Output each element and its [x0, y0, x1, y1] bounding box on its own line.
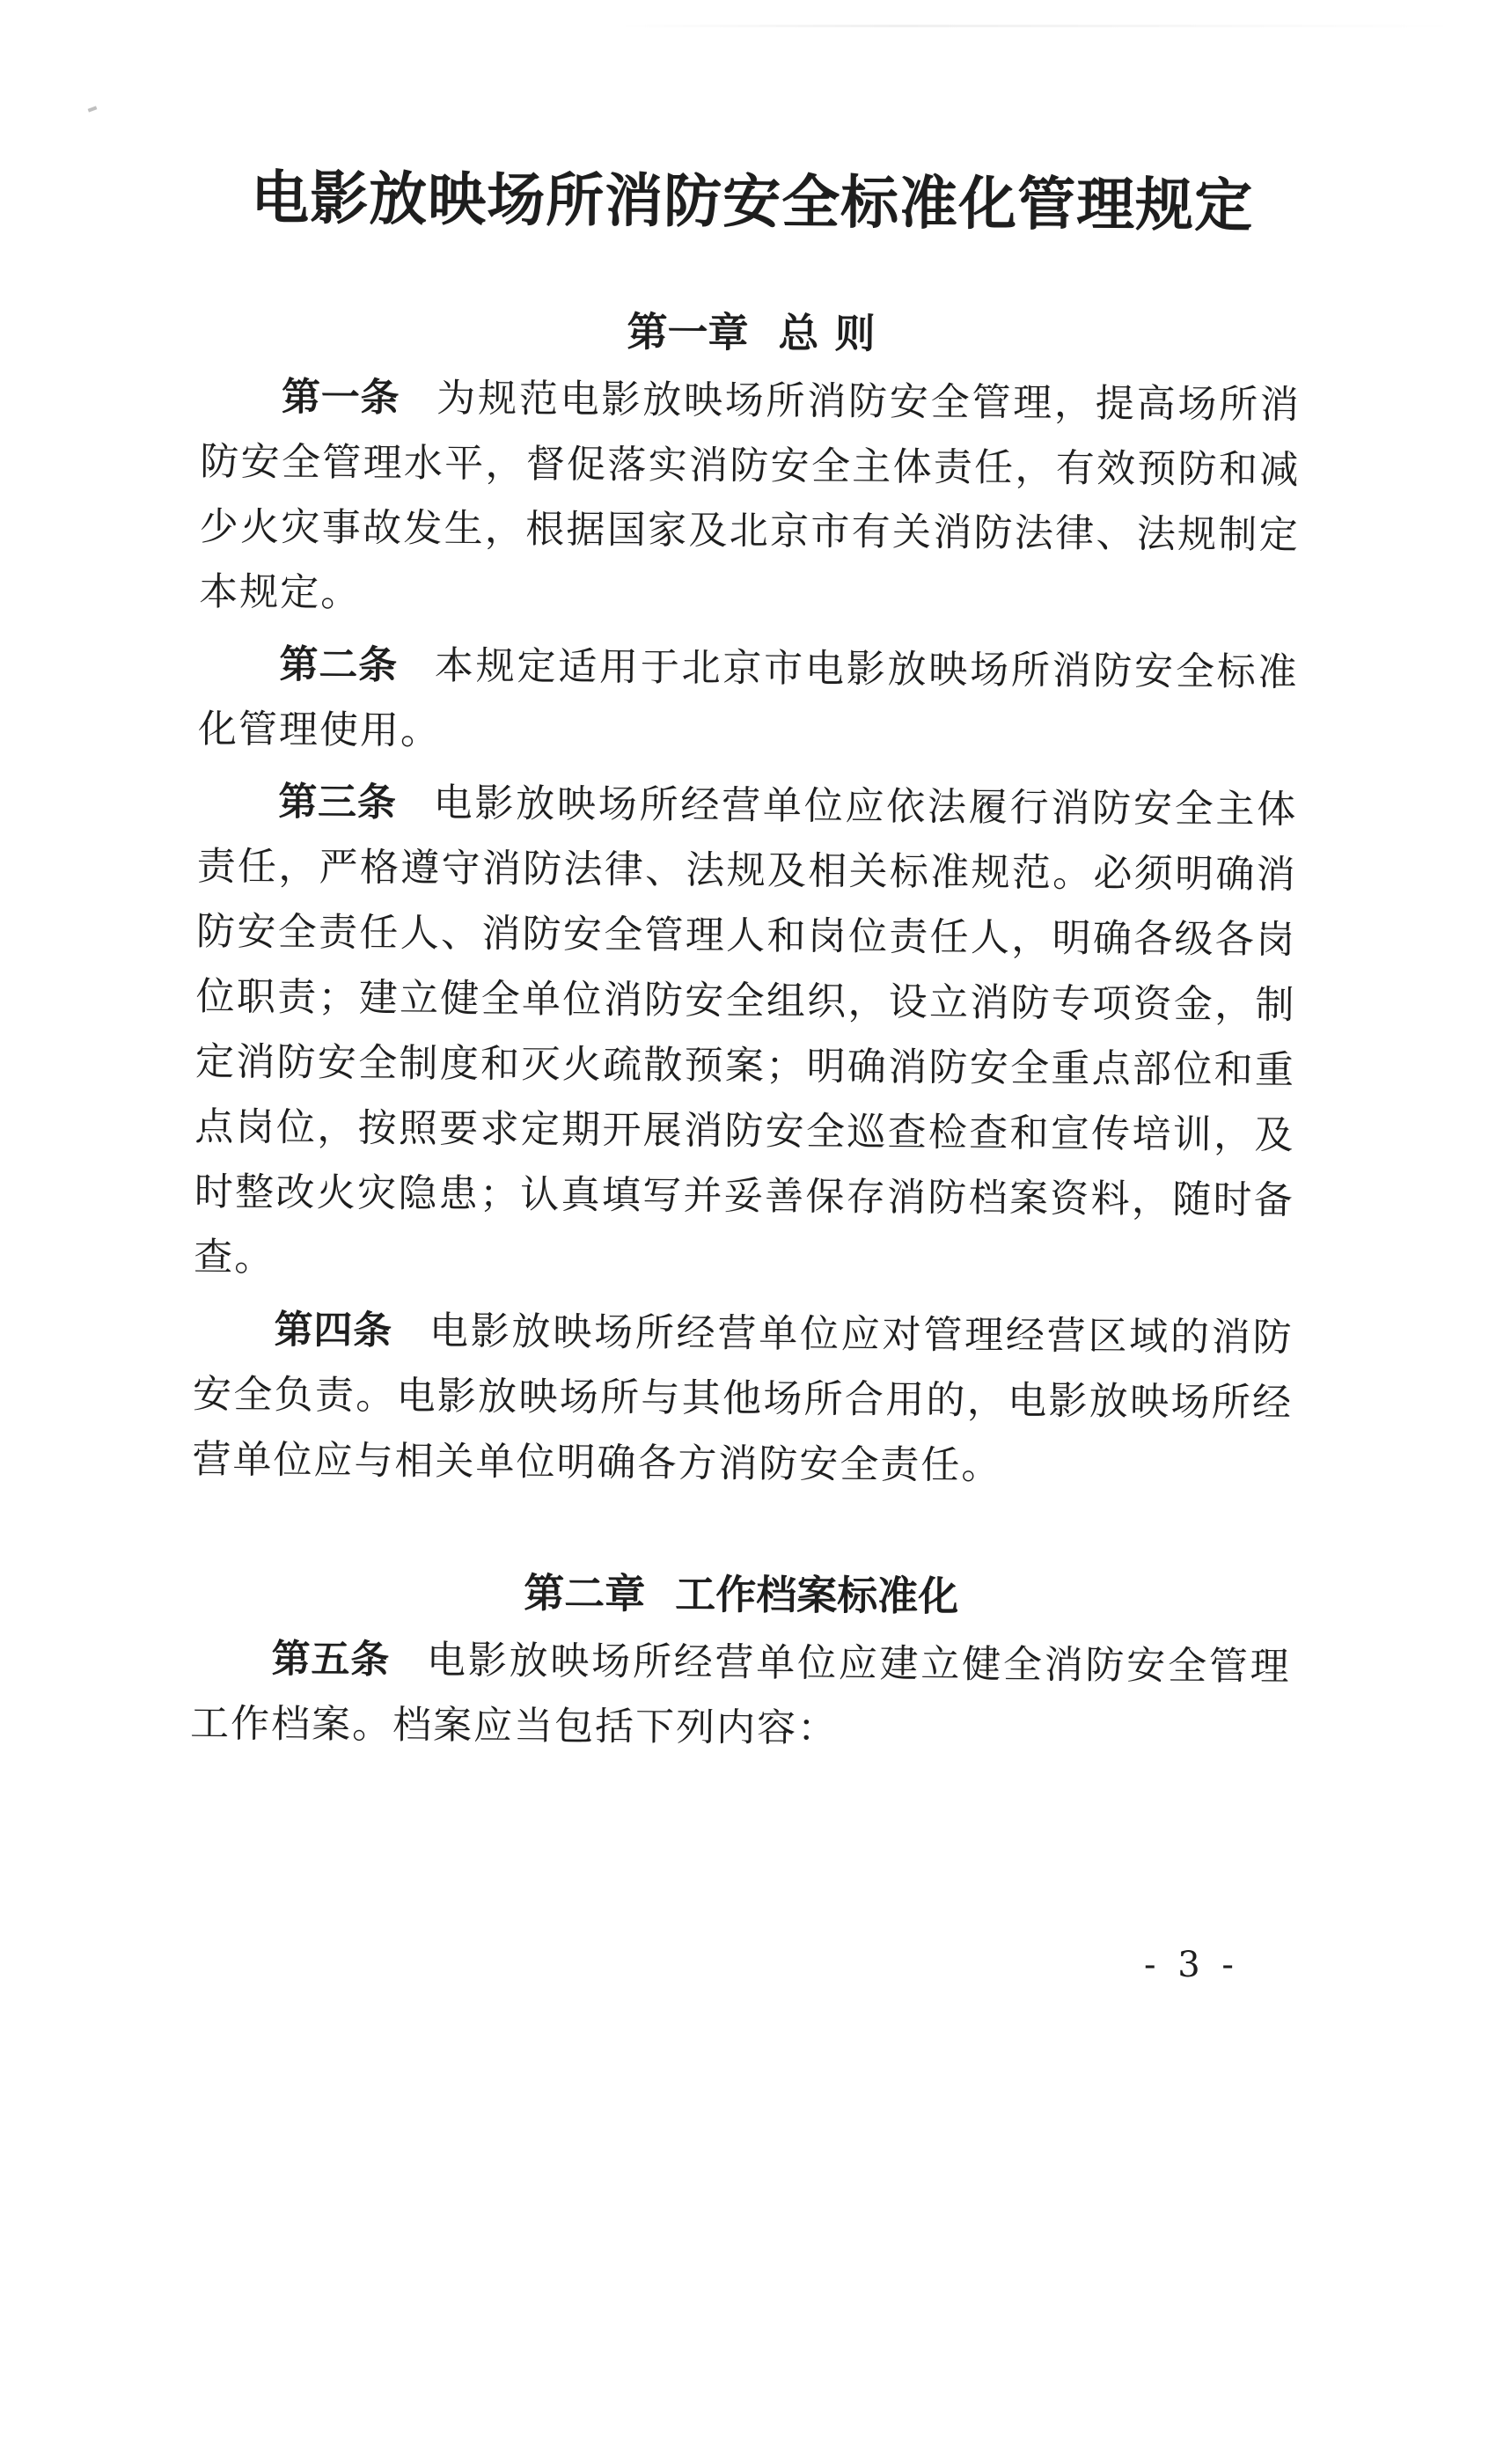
article-2-text: 本规定适用于北京市电影放映场所消防安全标准化管理使用。	[197, 643, 1299, 754]
article-3-number: 第三条	[278, 779, 397, 825]
chapter-1-name-2: 则	[834, 309, 876, 358]
chapter-1-heading	[201, 303, 1301, 364]
article-5	[190, 1626, 1291, 1765]
article-4	[192, 1297, 1294, 1501]
page-number: - 3 -	[1144, 1945, 1239, 1985]
article-1-text: 为规范电影放映场所消防安全管理，提高场所消防安全管理水平，督促落实消防安全主体责任，有效预防和减少火灾事故发生，根据国家及北京市有关消防法律、法规制定本规定。	[198, 376, 1302, 616]
article-3	[194, 769, 1298, 1299]
article-1	[199, 364, 1301, 634]
chapter-2-label: 第二章	[524, 1568, 646, 1618]
article-1-number: 第一条	[281, 374, 400, 421]
article-4-text: 电影放映场所经营单位应对管理经营区域的消防安全负责。电影放映场所与其他场所合用的，电影放映场所经营单位应与相关单位明确各方消防安全责任。	[192, 1309, 1294, 1489]
article-3-text: 电影放映场所经营单位应依法履行消防安全主体责任，严格遵守消防法律、法规及相关标准规范。必须明确消防安全责任人、消防安全管理人和岗位责任人，明确各级各岗位职责；建立健全单位消防安全组织，设立消防专项资金，制定消防安全制度和灭火疏散预案；明确消防安全重点部位和重点岗位，按照要求定期开展消防安全巡查检查和宣传培训，及时整改火灾隐患；认真填写并妥善保存消防档案资料，随时备查。	[194, 781, 1298, 1280]
chapter-2-heading	[191, 1565, 1291, 1626]
article-2	[198, 632, 1299, 771]
article-5-text: 电影放映场所经营单位应建立健全消防安全管理工作档案。档案应当包括下列内容：	[189, 1637, 1291, 1751]
chapter-1-label: 第一章	[627, 308, 749, 357]
chapter-2-name: 工作档案标准化	[675, 1570, 959, 1620]
chapter-1-name: 总	[778, 309, 819, 357]
scan-artifact	[616, 25, 1461, 27]
document-title: 电影放映场所消防安全标准化管理规定	[250, 163, 1254, 240]
scan-artifact-dot	[88, 106, 98, 112]
article-4-number: 第四条	[274, 1307, 393, 1353]
article-5-number: 第五条	[271, 1636, 391, 1683]
article-2-number: 第二条	[279, 642, 399, 688]
document-body	[190, 163, 1302, 1772]
